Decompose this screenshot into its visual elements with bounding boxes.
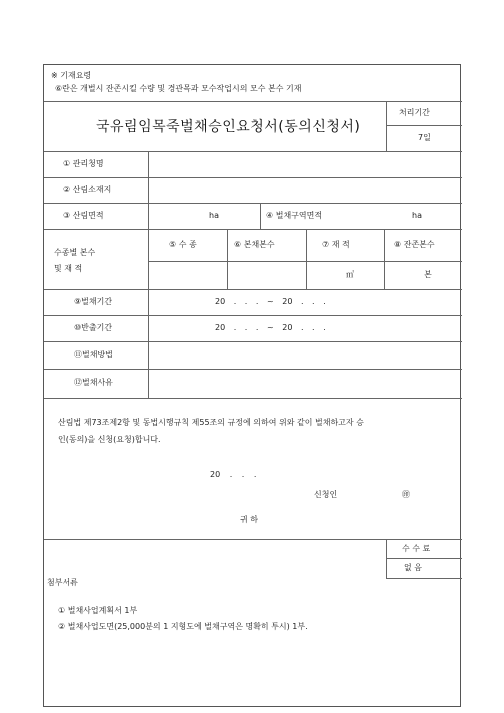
column-divider — [227, 229, 228, 289]
remaining-header: ⑧ 잔존본수 — [394, 240, 435, 249]
guide-heading: ※ 기재요령 — [51, 71, 92, 80]
area-label: ③ 산림면적 — [63, 211, 104, 220]
row-divider — [386, 558, 462, 559]
row-divider — [44, 177, 462, 178]
species-group-label: 및 재 적 — [54, 264, 83, 273]
cut-area-unit: ha — [412, 211, 422, 220]
species-group-label: 수종별 본수 — [54, 248, 96, 257]
manager-label: ① 관리청명 — [63, 159, 104, 168]
recipient-label: 귀 하 — [240, 515, 258, 524]
form-title: 국유림임목죽벌채승인요청서(동의신청서) — [96, 119, 361, 135]
remaining-unit: 본 — [424, 270, 432, 279]
row-divider — [44, 369, 462, 370]
row-divider — [44, 229, 462, 230]
processing-label: 처리기간 — [399, 108, 430, 117]
column-divider — [384, 229, 385, 289]
fee-label: 수 수 료 — [402, 544, 431, 553]
row-divider — [148, 261, 462, 262]
row-divider — [44, 101, 462, 102]
column-divider — [386, 101, 387, 151]
row-divider — [386, 578, 462, 579]
row-divider — [44, 203, 462, 204]
row-divider — [44, 398, 462, 399]
cut-area-label: ④ 벌채구역면적 — [266, 211, 323, 220]
column-divider — [148, 151, 149, 398]
location-label: ② 산림소재지 — [63, 185, 112, 194]
processing-value: 7일 — [418, 133, 431, 142]
column-divider — [260, 203, 261, 229]
guide-text: ⑥란은 개벌시 잔존시킬 수량 및 경관목과 모수작업시의 모수 본수 기재 — [55, 84, 302, 93]
cut-method-label: ⑪벌채방법 — [74, 350, 113, 359]
row-divider — [44, 151, 462, 152]
row-divider — [44, 289, 462, 290]
attachment-item: ② 벌채사업도면(25,000분의 1 지형도에 벌채구역은 명확히 투시) 1부. — [58, 622, 308, 631]
column-divider — [386, 539, 387, 578]
count-header: ⑥ 본채본수 — [234, 240, 275, 249]
row-divider — [44, 341, 462, 342]
volume-header: ⑦ 재 적 — [322, 240, 350, 249]
request-date: 20 . . . — [210, 470, 257, 479]
row-divider — [386, 125, 462, 126]
attachments-heading: 첨부서류 — [47, 578, 78, 587]
request-text: 인(동의)을 신청(요청)합니다. — [58, 435, 161, 444]
row-divider — [44, 315, 462, 316]
attachment-item: ① 벌채사업계획서 1부 — [58, 606, 138, 615]
volume-unit: ㎥ — [346, 270, 354, 279]
cut-period-value: 20 . . . ~ 20 . . . — [215, 297, 326, 306]
cut-reason-label: ⑫벌채사유 — [74, 378, 113, 387]
species-header: ⑤ 수 종 — [169, 240, 197, 249]
export-period-value: 20 . . . ~ 20 . . . — [215, 323, 326, 332]
export-period-label: ⑩반출기간 — [74, 323, 113, 332]
seal-mark: ㊞ — [402, 490, 410, 499]
approval-request-form — [43, 64, 461, 707]
applicant-label: 신청인 — [314, 490, 338, 499]
request-text: 산림법 제73조제2항 및 동법시행규칙 제55조의 규정에 의하여 위와 같이 벌채하고자 승 — [58, 418, 364, 427]
cut-period-label: ⑨벌채기간 — [74, 297, 113, 306]
area-unit: ha — [209, 211, 219, 220]
row-divider — [44, 539, 462, 540]
column-divider — [306, 229, 307, 289]
fee-value: 없 음 — [404, 563, 422, 572]
